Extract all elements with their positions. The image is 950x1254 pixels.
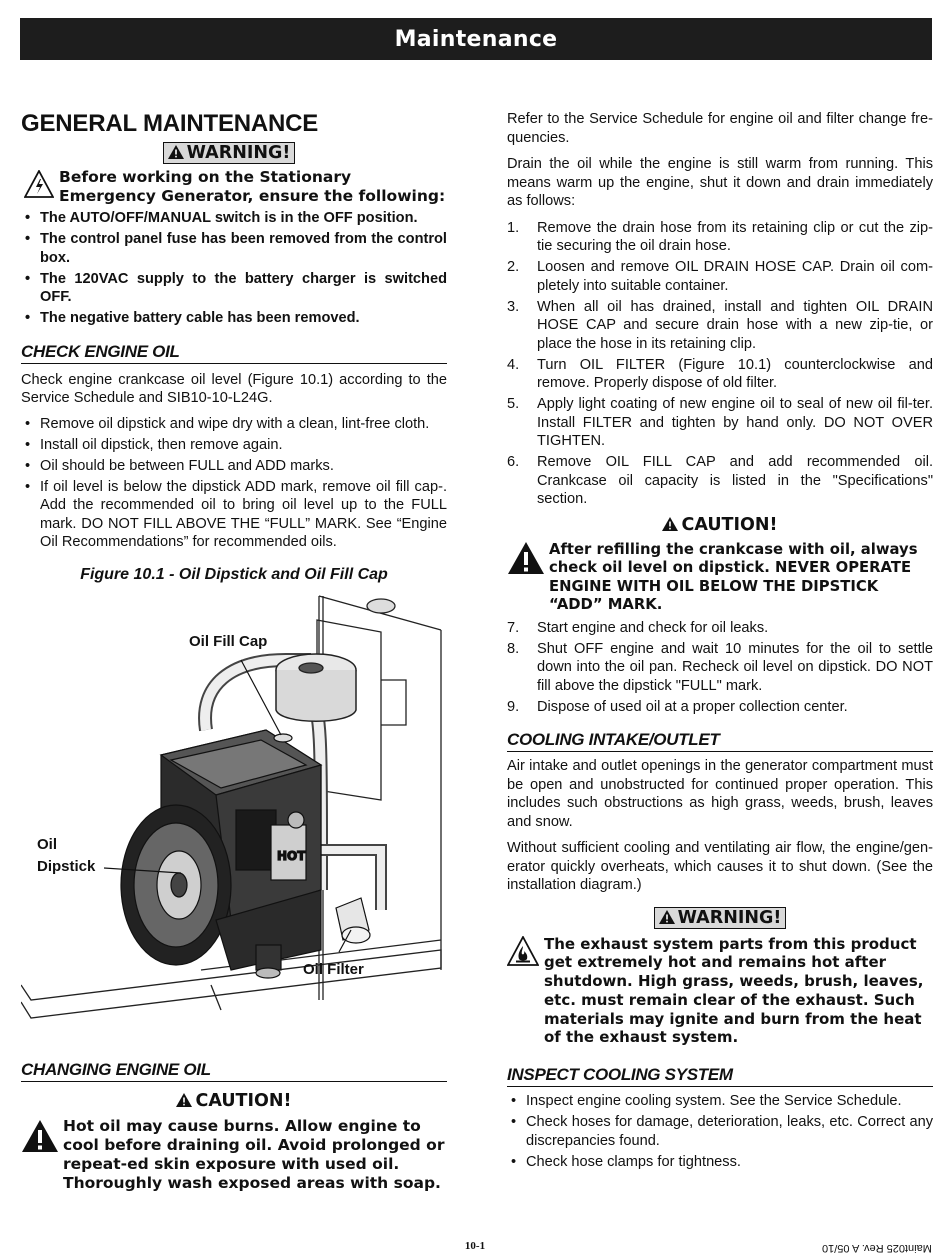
inspect-list: [507, 1092, 933, 1171]
list-item: • Check hose clamps for tightness.: [507, 1153, 933, 1172]
figure-caption: Figure 10.1 - Oil Dipstick and Oil Fill Cap: [80, 565, 388, 583]
caution-triangle-icon: [21, 1119, 59, 1153]
warning-label: WARNING!: [163, 142, 296, 164]
hot-decal-text: HOT: [277, 849, 306, 863]
list-item: • Inspect engine cooling system. See the Service Schedule.: [507, 1092, 933, 1111]
list-item: 6. Remove OIL FILL CAP and add recommended oil. Crankcase oil capacity is listed in the "Specifications" section.: [507, 454, 933, 507]
list-item: 1. Remove the drain hose from its retaining clip or cut the zip-tie securing the oil drain hose.: [507, 219, 933, 254]
warning-checklist: [21, 209, 447, 328]
caution-label: CAUTION!: [507, 515, 933, 535]
revision-code: Maint025 Rev. A 05/10: [822, 1242, 932, 1254]
caution-body: After refilling the crankcase with oil, always check oil level on dipstick. NEVER OPERATE ENGINE WITH OIL BELOW THE DIPSTICK “ADD” MARK.: [507, 541, 933, 615]
header-title: Maintenance: [394, 26, 558, 52]
list-item: • Oil should be between FULL and ADD marks.: [21, 457, 447, 476]
list-item: 9. Dispose of used oil at a proper collection center.: [507, 698, 848, 715]
fire-hazard-icon: [507, 936, 539, 966]
oil-filter-label: Oil Filter: [303, 961, 364, 978]
caution-label: CAUTION!: [21, 1091, 447, 1111]
paragraph: Air intake and outlet openings in the generator compartment must be open and unobstructed for continued proper operation. This includes such obstructions as high grass, weeds, brush, leaves and snow.: [507, 758, 933, 830]
oil-fill-cap-label: Oil Fill Cap: [189, 633, 268, 650]
list-item: • If oil level is below the dipstick ADD mark, remove oil fill cap-. Add the recommended oil to bring oil level up to the FULL mark. DO NOT FILL ABOVE THE “FULL” MARK. See “Engine Oil Recommendations” for recommended oils.: [21, 478, 447, 552]
inspect-heading: INSPECT COOLING SYSTEM: [507, 1065, 933, 1087]
warning-intro: Before working on the Stationary Emergency Generator, ensure the following:: [21, 168, 447, 206]
list-item: • Check hoses for damage, deterioration, leaks, etc. Correct any discrepancies found.: [507, 1113, 933, 1150]
check-oil-heading: CHECK ENGINE OIL: [21, 342, 447, 364]
page-title: GENERAL MAINTENANCE: [21, 110, 319, 137]
list-item: • Remove oil dipstick and wipe dry with a clean, lint-free cloth.: [21, 415, 447, 434]
list-item: • The AUTO/OFF/MANUAL switch is in the OFF position.: [21, 209, 447, 228]
oil-dipstick-label-1: Oil: [37, 836, 58, 853]
list-item: • The 120VAC supply to the battery charger is switched OFF.: [21, 270, 447, 307]
warning-label: WARNING!: [654, 907, 787, 929]
check-oil-list: [21, 415, 447, 552]
warning-label-wrap: [21, 142, 447, 164]
list-item: 5. Apply light coating of new engine oil to seal of new oil fil-ter. Install FILTER and tighten by hand only. DO NOT OVER TIGHTEN.: [507, 396, 933, 449]
list-item: 2. Loosen and remove OIL DRAIN HOSE CAP. Drain oil com-pletely into suitable container.: [507, 259, 933, 294]
warning-label-wrap: [507, 907, 933, 929]
list-item: 4. Turn OIL FILTER (Figure 10.1) counterclockwise and remove. Properly dispose of old filter.: [507, 356, 933, 391]
caution-body: Hot oil may cause burns. Allow engine to cool before draining oil. Avoid prolonged or repeat-ed skin exposure with used oil. Thoroughly wash exposed areas with soap.: [21, 1117, 447, 1193]
page-number: 10-1: [464, 1240, 486, 1252]
list-item: 7. Start engine and check for oil leaks.: [507, 619, 769, 636]
list-item: • The control panel fuse has been removed from the control box.: [21, 230, 447, 267]
warning-triangle-icon: [662, 517, 678, 531]
paragraph: Without sufficient cooling and ventilating air flow, the engine/gen-erator quickly overheats, which causes it to shut down. (See the installation diagram.): [507, 840, 933, 893]
list-item: 3. When all oil has drained, install and tighten OIL DRAIN HOSE CAP and secure drain hose with a new zip-tie, or place the hose in its retaining clip.: [507, 298, 933, 352]
caution-triangle-icon: [507, 541, 545, 575]
oil-steps-continued: [507, 619, 933, 717]
list-item: • Install oil dipstick, then remove again.: [21, 436, 447, 455]
list-item: 8. Shut OFF engine and wait 10 minutes for the oil to settle down into the oil pan. Recheck oil level on dipstick. DO NOT fill above the dipstick "FULL" mark.: [507, 640, 933, 694]
engine-figure: [21, 590, 447, 1020]
warning-triangle-icon: [176, 1093, 192, 1107]
paragraph: Refer to the Service Schedule for engine oil and filter change fre-quencies.: [507, 111, 933, 146]
right-column: [507, 110, 933, 1174]
changing-oil-section: [21, 1060, 447, 1193]
header-bar: [20, 18, 932, 60]
paragraph: Drain the oil while the engine is still warm from running. This means warm up the engine, shut it down and drain immediately as follows:: [507, 156, 933, 209]
list-item: • The negative battery cable has been removed.: [21, 309, 447, 328]
engine-illustration: [21, 590, 447, 1020]
left-column: [21, 100, 447, 584]
check-oil-intro: Check engine crankcase oil level (Figure 10.1) according to the Service Schedule and SIB10-10-L24G.: [21, 371, 447, 406]
drain-steps: [507, 219, 933, 509]
oil-dipstick-label-2: Dipstick: [37, 858, 96, 875]
warning-triangle-icon: [659, 910, 675, 924]
changing-oil-heading: CHANGING ENGINE OIL: [21, 1060, 447, 1082]
warning-triangle-icon: [168, 145, 184, 159]
electric-shock-icon: [24, 170, 54, 198]
warning-body: The exhaust system parts from this product get extremely hot and remains hot after shutdown. High grass, weeds, brush, leaves, etc. must remain clear of the exhaust. Such materials may ignite and burn from the heat of the exhaust system.: [507, 935, 933, 1048]
cooling-heading: COOLING INTAKE/OUTLET: [507, 730, 933, 752]
